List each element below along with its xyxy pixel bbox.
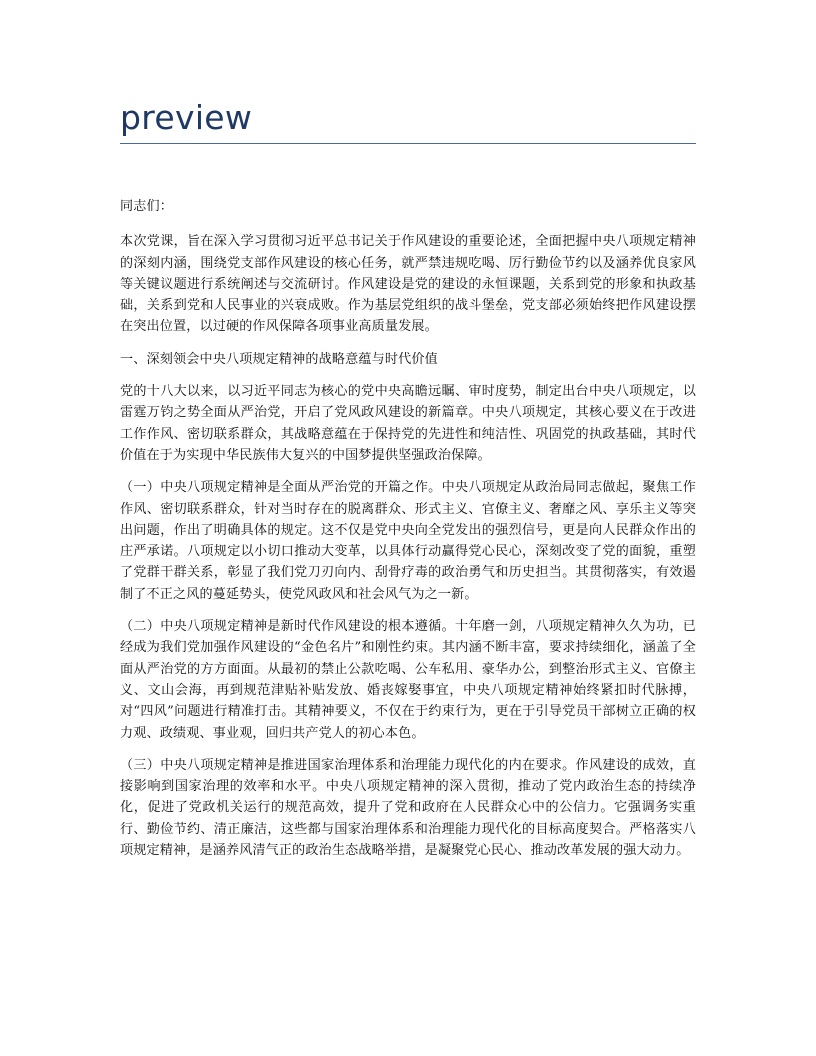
title-underline: [120, 143, 696, 144]
subsection-paragraph-3: （三）中央八项规定精神是推进国家治理体系和治理能力现代化的内在要求。作风建设的成效，直接影响到国家治理的效率和水平。中央八项规定精神的深入贯彻，推动了党内政治生态的持续净化，促进了党政机关运行的规范高效，提升了党和政府在人民群众心中的公信力。它强调务实重行、勤俭节约、清正廉洁，这些都与国家治理体系和治理能力现代化的目标高度契合。严格落实八项规定精神，是涵养风清气正的政治生态战略举措，是凝聚党心民心、推动改革发展的强大动力。: [120, 757, 696, 859]
intro-paragraph: 本次党课，旨在深入学习贯彻习近平总书记关于作风建设的重要论述，全面把握中央八项规定精神的深刻内涵，围绕党支部作风建设的核心任务，就严禁违规吃喝、厉行勤俭节约以及涵养优良家风等关键议题进行系统阐述与交流研讨。作风建设是党的建设的永恒课题，关系到党的形象和执政基础，关系到党和人民事业的兴衰成败。作为基层党组织的战斗堡垒，党支部必须始终把作风建设摆在突出位置，以过硬的作风保障各项事业高质量发展。: [120, 234, 696, 335]
document-title: preview: [120, 98, 253, 137]
section-heading: 一、深刻领会中央八项规定精神的战略意蕴与时代价值: [120, 351, 438, 367]
section-paragraph: 党的十八大以来，以习近平同志为核心的党中央高瞻远瞩、审时度势，制定出台中央八项规定，以雷霆万钧之势全面从严治党，开启了党风政风建设的新篇章。中央八项规定，其核心要义在于改进工作作风、密切联系群众，其战略意蕴在于保持党的先进性和纯洁性、巩固党的执政基础，其时代价值在于为实现中华民族伟大复兴的中国梦提供坚强政治保障。: [120, 384, 696, 463]
subsection-paragraph-2: （二）中央八项规定精神是新时代作风建设的根本遵循。十年磨一剑，八项规定精神久久为功，已经成为我们党加强作风建设的“金色名片”和刚性约束。其内涵不断丰富，要求持续细化，涵盖了全面从严治党的方方面面。从最初的禁止公款吃喝、公车私用、豪华办公，到整治形式主义、官僚主义、文山会海，再到规范津贴补贴发放、婚丧嫁娶事宜，中央八项规定精神始终紧扣时代脉搏，对“四风”问题进行精准打击。其精神要义，不仅在于约束行为，更在于引导党员干部树立正确的权力观、政绩观、事业观，回归共产党人的初心本色。: [120, 619, 696, 741]
greeting: 同志们：: [120, 199, 173, 214]
subsection-paragraph-1: （一）中央八项规定精神是全面从严治党的开篇之作。中央八项规定从政治局同志做起，聚焦工作作风、密切联系群众，针对当时存在的脱离群众、形式主义、官僚主义、奢靡之风、享乐主义等突出问题，作出了明确具体的规定。这不仅是党中央向全党发出的强烈信号，更是向人民群众作出的庄严承诺。八项规定以小切口推动大变革，以具体行动赢得党心民心，深刻改变了党的面貌，重塑了党群干群关系，彰显了我们党刀刃向内、刮骨疗毒的政治勇气和历史担当。其贯彻落实，有效遏制了不正之风的蔓延势头，使党风政风和社会风气为之一新。: [120, 480, 696, 602]
document-body: [120, 196, 696, 872]
